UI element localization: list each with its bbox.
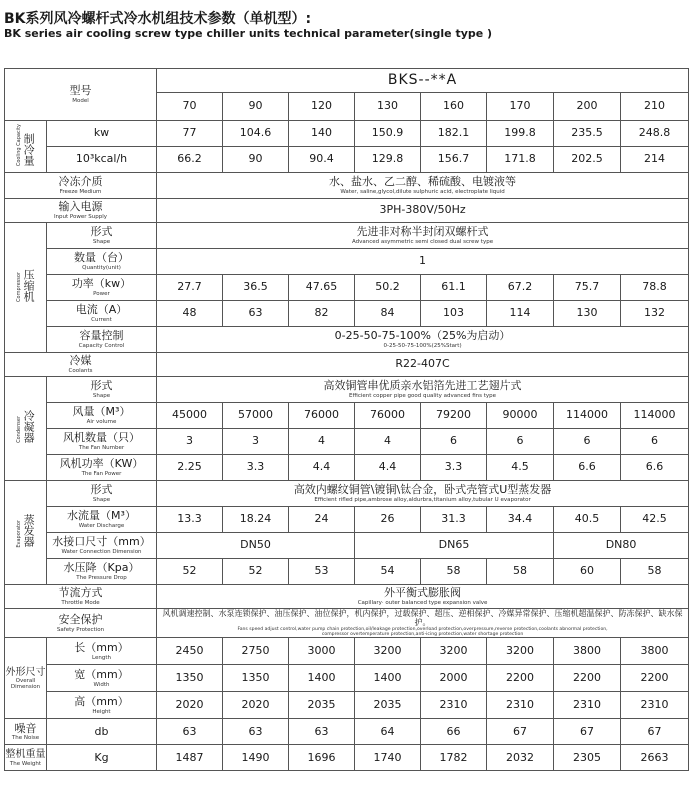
title-en: BK series air cooling screw type chiller units technical parameter(single type ) <box>4 27 493 40</box>
length-row: 外形尺寸 Overall Dimension 长（mm） Length 2450 2750 3000 3200 3200 3200 3800 3800 <box>5 638 689 665</box>
capacity-control-row: 容量控制 Capacity Control 0-25-50-75-100%（25%为启动） 0-25-50-75-100%(25%Start) <box>5 327 689 353</box>
evaporator-group: Evaporator蒸发器 <box>5 481 47 585</box>
pressure-drop-row: 水压降（Kpa） The Pressure Drop 52 52 53 54 58 58 60 58 <box>5 559 689 585</box>
coolant-row: 冷媒 Coolants R22-407C <box>5 353 689 377</box>
model-label: 型号 Model <box>5 69 157 121</box>
evaporator-shape-row: Evaporator蒸发器 形式 Shape 高效内螺纹铜管\镀铜\钛合金，卧式壳管式U型蒸发器 Efficient rifled pipe,ambrose alloy,aldurbra,titanium alloy,tubular U evaporator <box>5 481 689 507</box>
noise-row: 噪音 The Noise db 63 63 63 64 66 67 67 67 <box>5 719 689 745</box>
height-row: 高（mm） Height 2020 2020 2035 2035 2310 2310 2310 2310 <box>5 692 689 719</box>
cooling-kcal-row: 10³kcal/h 66.2 90 90.4 129.8 156.7 171.8 202.5 214 <box>5 147 689 173</box>
freeze-medium-row: 冷冻介质 Freeze Medium 水、盐水、乙二醇、稀硫酸、电镀液等 Water, saline,glycol,dilute sulphuric acid, electroplate liquid <box>5 173 689 199</box>
condenser-group: Condenser冷凝器 <box>5 377 47 481</box>
cooling-kw-row: Cooling Capacity制冷量 kw 77 104.6 140 150.9 182.1 199.8 235.5 248.8 <box>5 121 689 147</box>
fan-number-row: 风机数量（只） The Fan Number 3 3 4 4 6 6 6 6 <box>5 429 689 455</box>
water-connection-row: 水接口尺寸（mm） Water Connection Dimension DN50 DN65 DN80 <box>5 533 689 559</box>
water-discharge-row: 水流量（M³） Water Discharge 13.3 18.24 24 26 31.3 34.4 40.5 42.5 <box>5 507 689 533</box>
safety-row: 安全保护 Safety Protection 风机调速控制、水泵连锁保护、油压保护、油位保护，机内保护，过载保护、超压、逆相保护、冷媒异常保护、压缩机超温保护、防冻保护、缺水保护。 Fans speed adjust control,water pump chain protection,oil/leakage protection,overload protection,overpressure,reverse protection,coolants abnormal protection, compressor overtemperature protection,anti-icing protection,water shortage protection <box>5 609 689 638</box>
dimension-group: 外形尺寸 Overall Dimension <box>5 638 47 719</box>
series-name: BKS--**A <box>157 69 689 93</box>
condenser-shape-row: Condenser冷凝器 形式 Shape 高效铜管串优质亲水铝箔先进工艺翅片式 Efficient copper pipe good quality advanced fins type <box>5 377 689 403</box>
compressor-qty-row: 数量（台） Quantity(unit) 1 <box>5 249 689 275</box>
cooling-group: Cooling Capacity制冷量 <box>5 121 47 173</box>
air-volume-row: 风量（M³） Air volume 45000 57000 76000 76000 79200 90000 114000 114000 <box>5 403 689 429</box>
spec-table <box>4 68 689 771</box>
title-cn: BK系列风冷螺杆式冷水机组技术参数（单机型）: <box>4 11 312 27</box>
compressor-current-row: 电流（A） Current 48 63 82 84 103 114 130 132 <box>5 301 689 327</box>
compressor-shape-row: Compressor压缩机 形式 Shape 先进非对称半封闭双螺杆式 Advanced asymmetric semi closed dual screw type <box>5 223 689 249</box>
weight-row: 整机重量 The Weight Kg 1487 1490 1696 1740 1782 2032 2305 2663 <box>5 745 689 771</box>
input-power-row: 输入电源 Input Power Supply 3PH-380V/50Hz <box>5 199 689 223</box>
throttle-row: 节流方式 Throttle Mode 外平衡式膨胀阀 Capillary· outer balanced type expansion valve <box>5 585 689 609</box>
compressor-group: Compressor压缩机 <box>5 223 47 353</box>
model-row: 70 90 120 130 160 170 200 210 <box>5 93 689 121</box>
compressor-power-row: 功率（kw） Power 27.7 36.5 47.65 50.2 61.1 67.2 75.7 78.8 <box>5 275 689 301</box>
width-row: 宽（mm） Width 1350 1350 1400 1400 2000 2200 2200 2200 <box>5 665 689 692</box>
fan-power-row: 风机功率（KW） The Fan Power 2.25 3.3 4.4 4.4 3.3 4.5 6.6 6.6 <box>5 455 689 481</box>
